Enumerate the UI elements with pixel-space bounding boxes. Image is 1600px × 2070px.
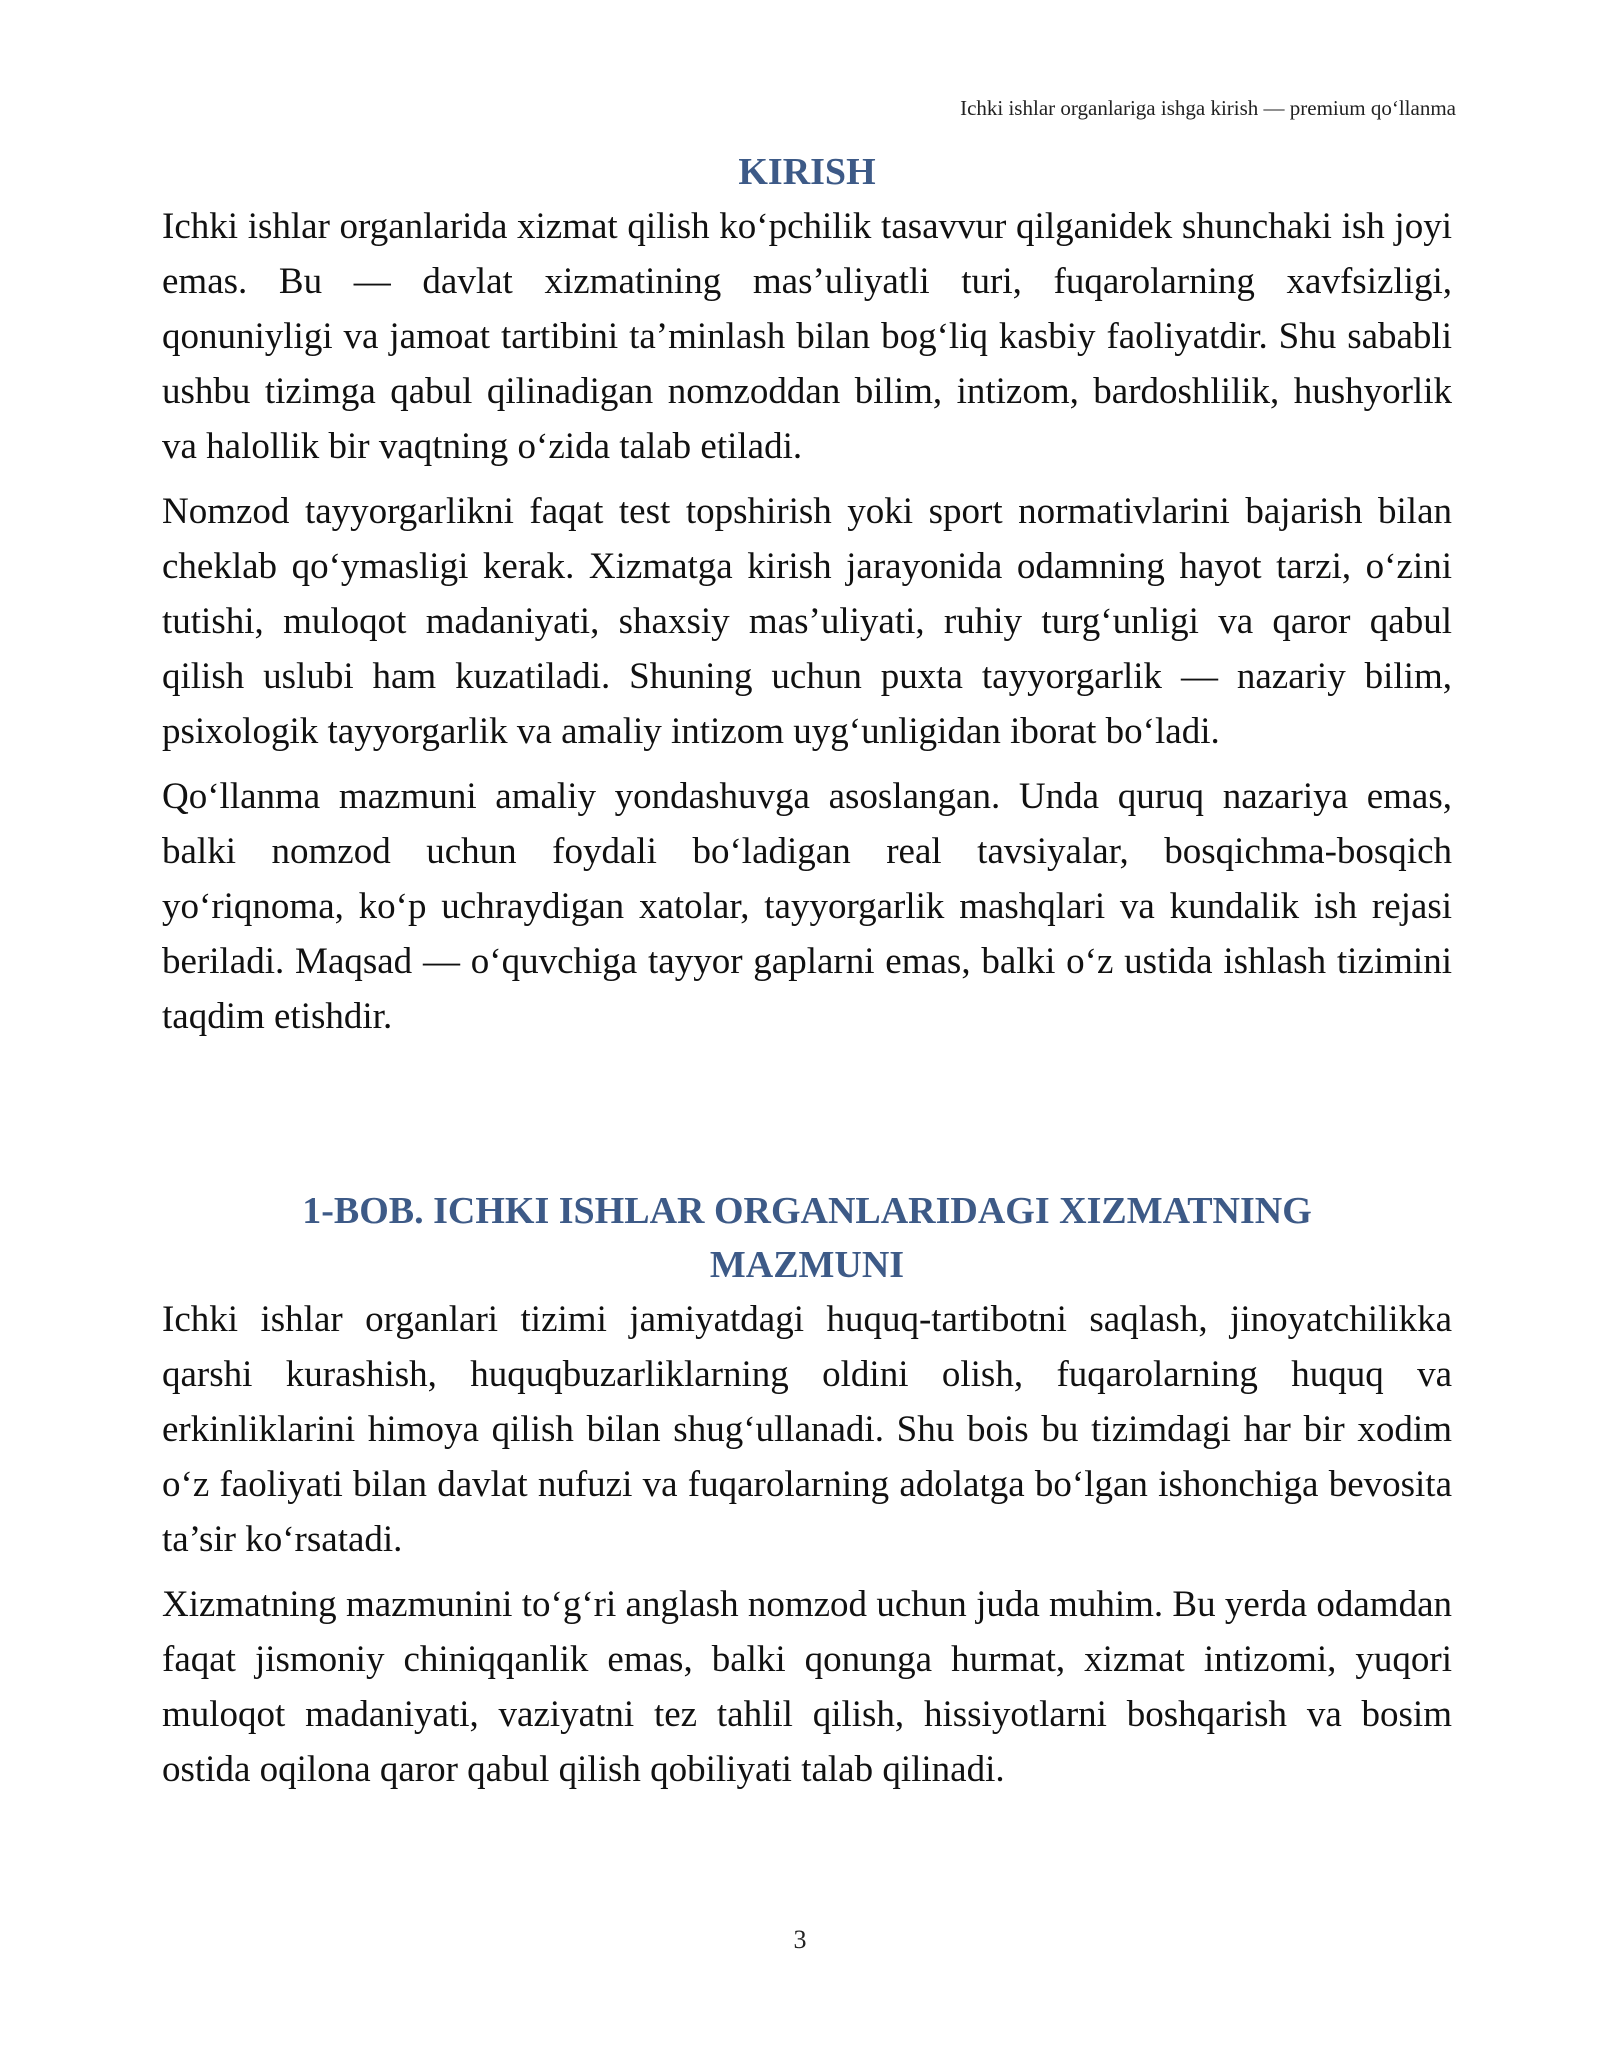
intro-paragraph-1: Ichki ishlar organlarida xizmat qilish ko‘pchilik tasavvur qilganidek shunchaki ish joyi emas. Bu — davlat xizmatining mas’uliyatli turi, fuqarolarning xavfsizligi, qonuniyligi va jamoat tartibini ta’minlash bilan bog‘liq kasbiy faoliyatdir. Shu sababli ushbu tizimga qabul qilinadigan nomzoddan bilim, intizom, bardoshlilik, hushyorlik va halollik bir vaqtning o‘zida talab etiladi.	[162, 206, 1452, 467]
chapter-paragraph-2: Xizmatning mazmunini to‘g‘ri anglash nomzod uchun juda muhim. Bu yerda odamdan faqat jismoniy chiniqqanlik emas, balki qonunga hurmat, xizmat intizomi, yuqori muloqot madaniyati, vaziyatni tez tahlil qilish, hissiyotlarni boshqarish va bosim ostida oqilona qaror qabul qilish qobiliyati talab qilinadi.	[162, 1584, 1452, 1790]
chapter-heading-line-2: MAZMUNI	[709, 1244, 905, 1286]
page-content	[162, 145, 1452, 1807]
chapter-heading	[162, 1184, 1452, 1292]
chapter-heading-line-1: 1-BOB. ICHKI ISHLAR ORGANLARIDAGI XIZMATNING	[302, 1190, 1312, 1232]
section-spacer	[162, 1054, 1452, 1184]
intro-paragraph-2: Nomzod tayyorgarlikni faqat test topshirish yoki sport normativlarini bajarish bilan cheklab qo‘ymasligi kerak. Xizmatga kirish jarayonida odamning hayot tarzi, o‘zini tutishi, muloqot madaniyati, shaxsiy mas’uliyati, ruhiy turg‘unligi va qaror qabul qilish uslubi ham kuzatiladi. Shuning uchun puxta tayyorgarlik — nazariy bilim, psixologik tayyorgarlik va amaliy intizom uyg‘unligidan iborat bo‘ladi.	[162, 491, 1452, 752]
chapter-paragraph-1: Ichki ishlar organlari tizimi jamiyatdagi huquq-tartibotni saqlash, jinoyatchilikka qarshi kurashish, huquqbuzarliklarning oldini olish, fuqarolarning huquq va erkinliklarini himoya qilish bilan shug‘ullanadi. Shu bois bu tizimdagi har bir xodim o‘z faoliyati bilan davlat nufuzi va fuqarolarning adolatga bo‘lgan ishonchiga bevosita ta’sir ko‘rsatadi.	[162, 1299, 1452, 1560]
intro-paragraph-3: Qo‘llanma mazmuni amaliy yondashuvga asoslangan. Unda quruq nazariya emas, balki nomzod uchun foydali bo‘ladigan real tavsiyalar, bosqichma-bosqich yo‘riqnoma, ko‘p uchraydigan xatolar, tayyorgarlik mashqlari va kundalik ish rejasi beriladi. Maqsad — o‘quvchiga tayyor gaplarni emas, balki o‘z ustida ishlash tizimini taqdim etishdir.	[162, 776, 1452, 1037]
page-number: 3	[793, 1925, 807, 1954]
intro-heading: KIRISH	[738, 151, 876, 193]
running-header: Ichki ishlar organlariga ishga kirish — premium qo‘llanma	[960, 96, 1456, 120]
